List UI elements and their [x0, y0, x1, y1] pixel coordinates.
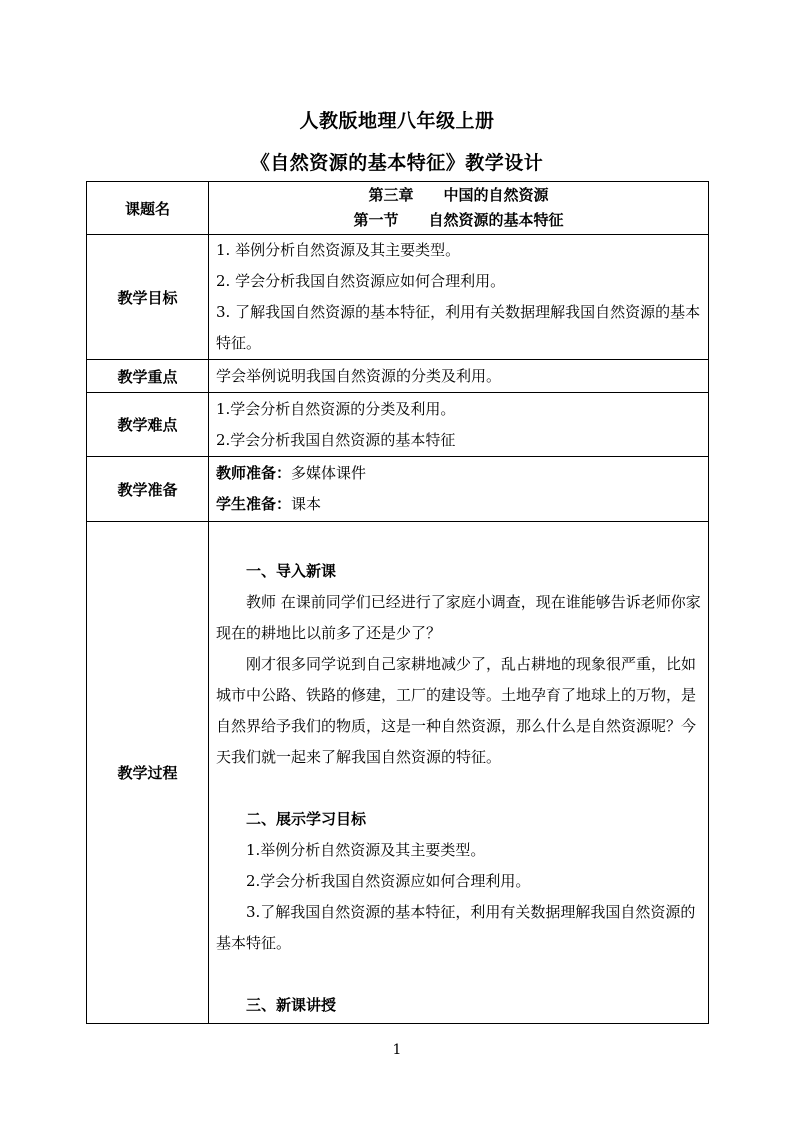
row-objectives — [87, 235, 709, 360]
label-topic: 课题名 — [87, 182, 209, 235]
objectives-content — [209, 235, 709, 360]
document-subtitle: 《自然资源的基本特征》教学设计 — [250, 152, 544, 174]
label-objectives: 教学目标 — [87, 235, 209, 360]
label-preparation: 教学准备 — [87, 457, 209, 522]
difficulty-item: 2.学会分析我国自然资源的基本特征 — [216, 430, 456, 449]
row-difficulties — [87, 393, 709, 457]
student-preparation — [209, 489, 708, 520]
spacer — [209, 773, 708, 804]
objective-item: 3. 了解我国自然资源的基本特征，利用有关数据理解我国自然资源的基本特征。 — [216, 303, 701, 352]
section-heading: 一、导入新课 — [246, 562, 337, 580]
row-process — [87, 522, 709, 1024]
label-process: 教学过程 — [87, 522, 209, 1024]
goal-item: 1.举例分析自然资源及其主要类型。 — [246, 841, 486, 859]
label-difficulties: 教学难点 — [87, 393, 209, 457]
row-preparation — [87, 457, 709, 522]
difficulty-item: 1.学会分析自然资源的分类及利用。 — [216, 399, 456, 418]
key-points-content — [209, 360, 709, 393]
document-title: 人教版地理八年级上册 — [299, 110, 495, 132]
paragraph: 刚才很多同学说到自己家耕地减少了，乱占耕地的现象很严重，比如城市中公路、铁路的修建，工厂的建设等。土地孕育了地球上的万物，是自然界给予我们的物质，这是一种自然资源，那么什么是自然资源呢？今天我们就一起来了解我国自然资源的特征。 — [216, 655, 697, 766]
process-content — [209, 522, 709, 1024]
topic-content — [209, 182, 709, 235]
goal-item: 3.了解我国自然资源的基本特征，利用有关数据理解我国自然资源的基本特征。 — [216, 903, 696, 952]
lesson-plan-table — [86, 181, 709, 1024]
difficulties-content — [209, 393, 709, 457]
row-key-points — [87, 360, 709, 393]
paragraph: 教师 在课前同学们已经进行了家庭小调查，现在谁能够告诉老师你家现在的耕地比以前多了还是少了？ — [216, 593, 701, 642]
student-preparation-value: 课本 — [291, 495, 322, 513]
key-points-text: 学会举例说明我国自然资源的分类及利用。 — [216, 366, 502, 385]
teacher-preparation-value: 多媒体课件 — [291, 464, 367, 482]
section-title: 第一节 自然资源的基本特征 — [353, 211, 564, 229]
label-key-points: 教学重点 — [87, 360, 209, 393]
page-number: 1 — [392, 1042, 402, 1058]
section-heading: 二、展示学习目标 — [246, 810, 367, 828]
preparation-content — [209, 457, 709, 522]
section-heading: 三、新课讲授 — [246, 996, 337, 1014]
row-topic — [87, 182, 709, 235]
objective-item: 2. 学会分析我国自然资源应如何合理利用。 — [216, 272, 506, 290]
spacer — [209, 959, 708, 990]
chapter-title: 第三章 中国的自然资源 — [368, 186, 549, 204]
student-preparation-label: 学生准备： — [216, 495, 292, 513]
teacher-preparation — [209, 458, 708, 489]
objective-item: 1. 举例分析自然资源及其主要类型。 — [216, 241, 461, 259]
teacher-preparation-label: 教师准备： — [216, 464, 292, 482]
goal-item: 2.学会分析我国自然资源应如何合理利用。 — [246, 872, 531, 890]
